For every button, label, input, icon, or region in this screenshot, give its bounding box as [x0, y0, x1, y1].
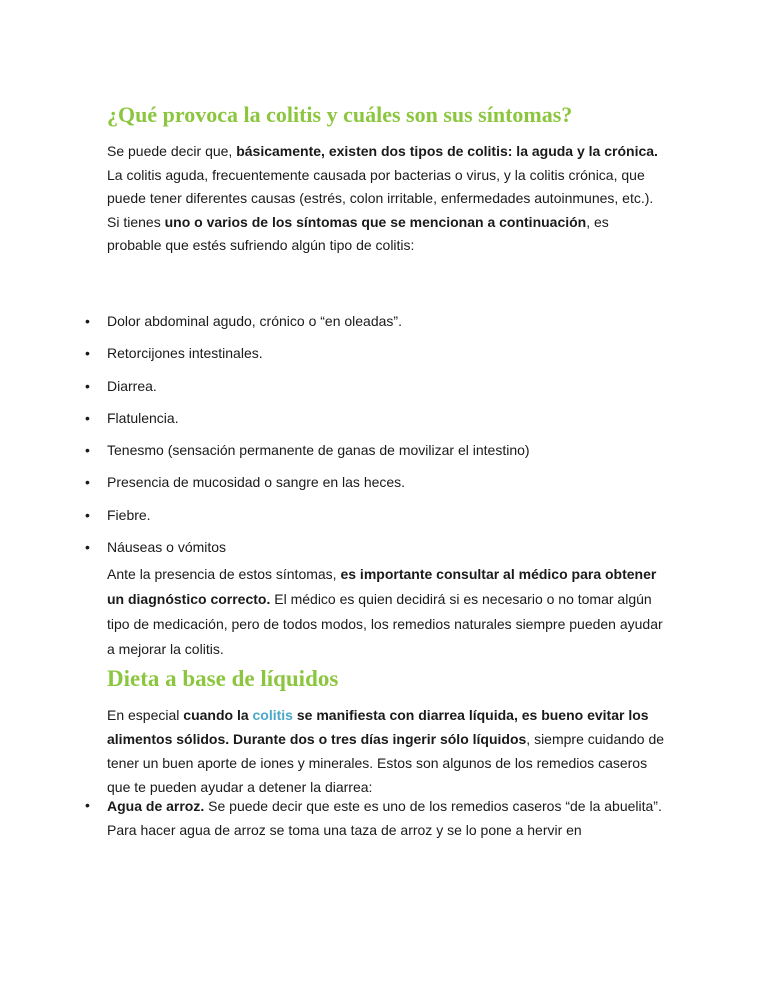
diet-bold-rest: se manifiesta con diarrea líquida, es bueno evitar los alimentos sólidos. Durante dos o tres días ingerir sólo líquidos [107, 707, 649, 747]
remedy-paragraph [107, 794, 667, 842]
bullet-icon: • [85, 345, 90, 362]
bullet-icon: • [85, 506, 90, 523]
bullet-icon: • [85, 797, 90, 813]
bullet-icon: • [85, 377, 90, 394]
section-heading-diet: Dieta a base de líquidos [107, 666, 339, 691]
diet-paragraph [107, 703, 667, 799]
diet-rest-text: , siempre cuidando de tener un buen aporte de iones y minerales. Estos son algunos de los remedios caseros que te pueden ayudar a detener la diarrea: [107, 731, 665, 795]
bullet-icon: • [85, 474, 90, 491]
acute-chronic-text: La colitis aguda, frecuentemente causada por bacterias o virus, y la colitis crónica, que puede tener diferentes causas (estrés, colon irritable, enfermedades autoinmunes, etc.). [107, 166, 654, 206]
bullet-icon: • [85, 409, 90, 426]
symptoms-intro-bold: uno o varios de los síntomas que se mencionan a continuación [164, 213, 587, 230]
symptoms-intro-text: Si tienes [107, 213, 165, 230]
advice-bold-text: es importante consultar al médico para obtener un diagnóstico correcto. [107, 566, 657, 607]
symptoms-intro-end: , es probable que estés sufriendo algún tipo de colitis: [107, 213, 609, 253]
remedy-text: Se puede decir que este es uno de los remedios caseros “de la abuelita”. Para hacer agua de arroz se toma una taza de arroz y se lo pone a hervir en [107, 798, 662, 838]
colitis-link[interactable]: colitis [252, 707, 293, 723]
advice-paragraph [107, 562, 667, 662]
intro-bold-text: básicamente, existen dos tipos de colitis: la aguda y la crónica. [236, 143, 658, 159]
bullet-icon: • [85, 539, 90, 556]
section-heading-causes: ¿Qué provoca la colitis y cuáles son sus síntomas? [107, 102, 573, 127]
bullet-icon: • [85, 313, 90, 329]
intro-paragraph [107, 140, 667, 258]
remedy-title: Agua de arroz. [107, 798, 205, 814]
document-page: ¿Qué provoca la colitis y cuáles son sus síntomas? Se puede decir que, básicamente, existen dos tipos de colitis: la aguda y la crónica. La colitis aguda, frecuentemente causada por bacterias o virus, y la colitis crónica, que puede tener diferentes causas (estrés, colon irritable, enfermedades autoinmunes, etc.). Si tienes uno o varios de los síntomas que se mencionan a continuación, es probable que estés sufriendo algún tipo de colitis: • Dolor abdominal agudo, crónico o “en oleadas”. • Retorcijones intestinales. • Diarrea. • Flatulencia. • Tenesmo (sensación permanente de ganas de movilizar el intestino) • Presencia de mucosidad o sangre en las heces. • Fiebre. • Náuseas o vómitos Ante la presencia de estos síntomas, es importante consultar al médico para obtener un diagnóstico correcto. El médico es quien decidirá si es necesario o no tomar algún tipo de medicación, pero de todos modos, los remedios naturales siempre pueden ayudar a mejorar la colitis. Dieta a base de líquidos En especial cuando la colitis se manifiesta con diarrea líquida, es bueno evitar los alimentos sólidos. Durante dos o tres días ingerir sólo líquidos, siempre cuidando de tener un buen aporte de iones y minerales. Estos son algunos de los remedios caseros que te pueden ayudar a detener la diarrea: • Agua de arroz. Se puede decir que este es uno de los remedios caseros “de la abuelita”. Para hacer agua de arroz se toma una taza de arroz y se lo pone a hervir en [0, 0, 768, 994]
diet-bold-text: cuando la [183, 707, 253, 723]
diet-text: En especial [107, 707, 184, 723]
advice-rest-text: El médico es quien decidirá si es necesario o no tomar algún tipo de medicación, pero de todos modos, los remedios naturales siempre pueden ayudar a mejorar la colitis. [107, 591, 663, 657]
advice-text: Ante la presencia de estos síntomas, [107, 566, 341, 582]
intro-text: Se puede decir que, [107, 143, 237, 159]
bullet-icon: • [85, 442, 90, 459]
